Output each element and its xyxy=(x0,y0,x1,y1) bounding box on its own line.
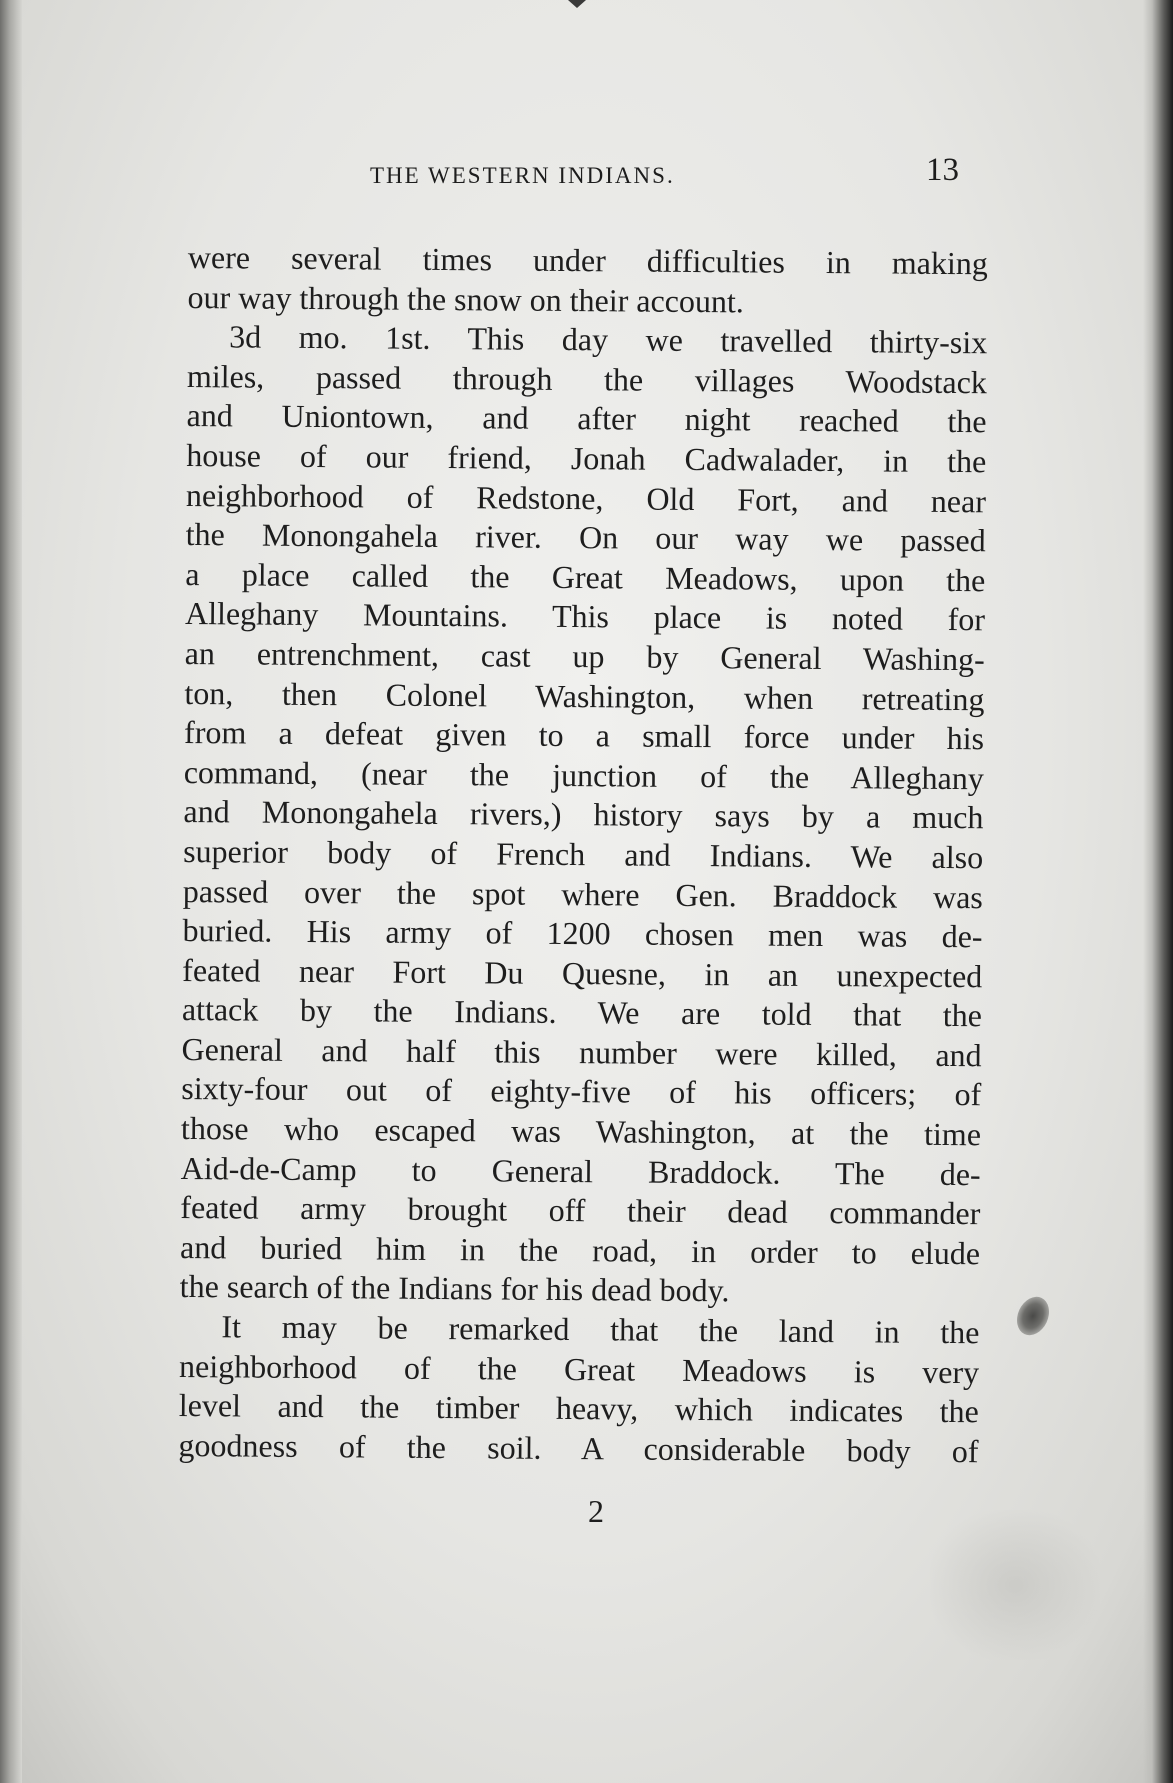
text-line: goodness of the soil. A considerable body of xyxy=(178,1426,979,1470)
text-line: sixty-four out of eighty-five of his officers; of xyxy=(181,1070,982,1113)
page-left-edge xyxy=(0,0,22,1783)
text-line: house of our friend, Jonah Cadwalader, in the xyxy=(186,436,987,480)
text-line: General and half this number were killed, and xyxy=(181,1030,982,1074)
text-line: and buried him in the road, in order to elude xyxy=(179,1228,981,1272)
text-line: superior body of French and Indians. We also xyxy=(183,832,984,876)
text-line: an entrenchment, cast up by General Washing- xyxy=(184,634,985,678)
running-title: THE WESTERN INDIANS. xyxy=(370,163,675,188)
text-line: buried. His army of 1200 chosen men was de- xyxy=(182,912,983,955)
text-line: ton, then Colonel Washington, when retreating xyxy=(184,674,985,717)
text-line: feated army brought off their dead commander xyxy=(180,1189,981,1232)
text-line: feated near Fort Du Quesne, in an unexpected xyxy=(182,951,983,994)
ink-stain xyxy=(1011,1292,1055,1341)
body-text xyxy=(178,238,988,1472)
text-line: and Monongahela rivers,) history says by a much xyxy=(183,793,984,836)
top-edge-mark xyxy=(568,0,586,8)
text-line: neighborhood of the Great Meadows is very xyxy=(179,1347,980,1390)
text-line: those who escaped was Washington, at the time xyxy=(180,1110,982,1153)
text-line: Aid-de-Camp to General Braddock. The de- xyxy=(180,1149,981,1192)
text-line: the search of the Indians for his dead body. xyxy=(179,1268,730,1309)
text-line: Alleghany Mountains. This place is noted for xyxy=(184,595,986,638)
text-line: level and the timber heavy, which indicates the xyxy=(178,1387,979,1430)
paper-smudge xyxy=(930,1510,1100,1660)
text-line: the Monongahela river. On our way we passed xyxy=(185,516,986,559)
text-line: attack by the Indians. We are told that the xyxy=(181,991,983,1034)
text-line: a place called the Great Meadows, upon the xyxy=(185,555,986,599)
text-line: 3d mo. 1st. This day we travelled thirty-six xyxy=(229,318,988,361)
text-line: our way through the snow on their account. xyxy=(187,278,744,319)
text-line: It may be remarked that the land in the xyxy=(221,1308,980,1351)
text-line: and Uniontown, and after night reached the xyxy=(186,397,987,440)
text-line: from a defeat given to a small force under his xyxy=(183,714,985,757)
text-line: passed over the spot where Gen. Braddock was xyxy=(182,872,983,915)
text-line: command, (near the junction of the Alleghany xyxy=(183,753,984,796)
page-right-edge xyxy=(1143,0,1173,1783)
text-line: were several times under difficulties in making xyxy=(187,238,988,282)
signature-mark: 2 xyxy=(588,1493,604,1529)
text-line: neighborhood of Redstone, Old Fort, and near xyxy=(185,476,987,519)
text-line: miles, passed through the villages Woodstack xyxy=(186,357,988,401)
page-number: 13 xyxy=(926,152,959,188)
